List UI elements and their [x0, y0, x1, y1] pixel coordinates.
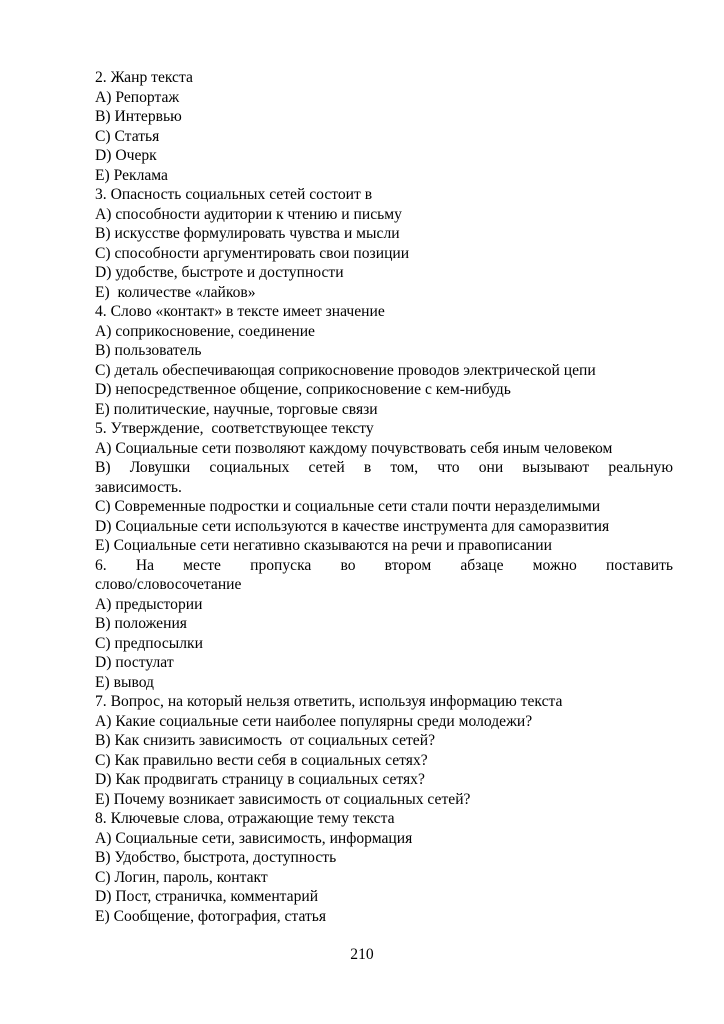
- question-6-title: 6. На месте пропуска во втором абзаце можно поставить: [95, 556, 673, 574]
- question-3-option-d: D) удобстве, быстроте и доступности: [95, 264, 344, 281]
- question-5-title: 5. Утверждение, соответствующее тексту: [95, 420, 374, 437]
- question-6-option-a: A) предыстории: [95, 595, 203, 613]
- question-8-option-e: E) Сообщение, фотография, статья: [95, 907, 327, 925]
- question-2-title: 2. Жанр текста: [95, 69, 193, 86]
- question-5-option-d: D) Социальные сети используются в качестве инструмента для саморазвития: [95, 517, 610, 535]
- question-2-option-d: D) Очерк: [95, 147, 157, 164]
- question-7-option-d: D) Как продвигать страницу в социальных сетях?: [95, 771, 425, 788]
- question-4-option-c: C) деталь обеспечивающая соприкосновение проводов электрической цепи: [95, 361, 596, 379]
- question-5-option-c: C) Современные подростки и социальные сети стали почти неразделимыми: [95, 498, 601, 515]
- question-4-option-a: A) соприкосновение, соединение: [95, 322, 315, 340]
- document-page: [95, 68, 673, 926]
- question-4-option-d: D) непосредственное общение, соприкосновение с кем-нибудь: [95, 381, 511, 398]
- question-8-title: 8. Ключевые слова, отражающие тему текста: [95, 810, 395, 827]
- question-3-option-b: B) искусстве формулировать чувства и мысли: [95, 225, 400, 242]
- question-7-option-a: A) Какие социальные сети наиболее популярны среди молодежи?: [95, 712, 533, 730]
- question-6-option-d: D) постулат: [95, 654, 174, 671]
- question-7-option-c: C) Как правильно вести себя в социальных сетях?: [95, 751, 428, 769]
- question-3-option-e: E) количестве «лайков»: [95, 283, 256, 301]
- question-6-title-cont: слово/словосочетание: [95, 576, 242, 593]
- question-8-option-c: C) Логин, пароль, контакт: [95, 868, 268, 886]
- question-4-title: 4. Слово «контакт» в тексте имеет значение: [95, 303, 385, 320]
- question-5-option-a: A) Социальные сети позволяют каждому почувствовать себя иным человеком: [95, 439, 613, 457]
- question-2-option-b: B) Интервью: [95, 108, 182, 125]
- question-8-option-b: B) Удобство, быстрота, доступность: [95, 849, 337, 866]
- question-4-option-b: B) пользователь: [95, 342, 202, 359]
- question-7-option-b: B) Как снизить зависимость от социальных сетей?: [95, 732, 435, 749]
- question-3-option-a: A) способности аудитории к чтению и письму: [95, 205, 402, 223]
- question-3-title: 3. Опасность социальных сетей состоит в: [95, 186, 373, 203]
- page-number: 210: [350, 946, 374, 963]
- question-2-option-c: C) Статья: [95, 127, 160, 145]
- question-2-option-a: A) Репортаж: [95, 88, 180, 106]
- question-4-option-e: E) политические, научные, торговые связи: [95, 400, 378, 418]
- question-7-option-e: E) Почему возникает зависимость от социальных сетей?: [95, 790, 471, 808]
- question-5-option-b: B) Ловушки социальных сетей в том, что они вызывают реальную: [95, 459, 673, 476]
- question-2-option-e: E) Реклама: [95, 166, 168, 184]
- question-5-option-e: E) Социальные сети негативно сказываются на речи и правописании: [95, 537, 552, 554]
- question-6-option-b: B) положения: [95, 615, 187, 632]
- question-7-title: 7. Вопрос, на который нельзя ответить, используя информацию текста: [95, 693, 563, 710]
- question-6-option-e: E) вывод: [95, 673, 154, 691]
- question-8-option-d: D) Пост, страничка, комментарий: [95, 888, 319, 905]
- question-5-option-b-cont: зависимость.: [95, 478, 182, 496]
- question-6-option-c: C) предпосылки: [95, 634, 203, 652]
- question-8-option-a: A) Социальные сети, зависимость, информация: [95, 829, 413, 847]
- question-3-option-c: C) способности аргументировать свои позиции: [95, 244, 410, 262]
